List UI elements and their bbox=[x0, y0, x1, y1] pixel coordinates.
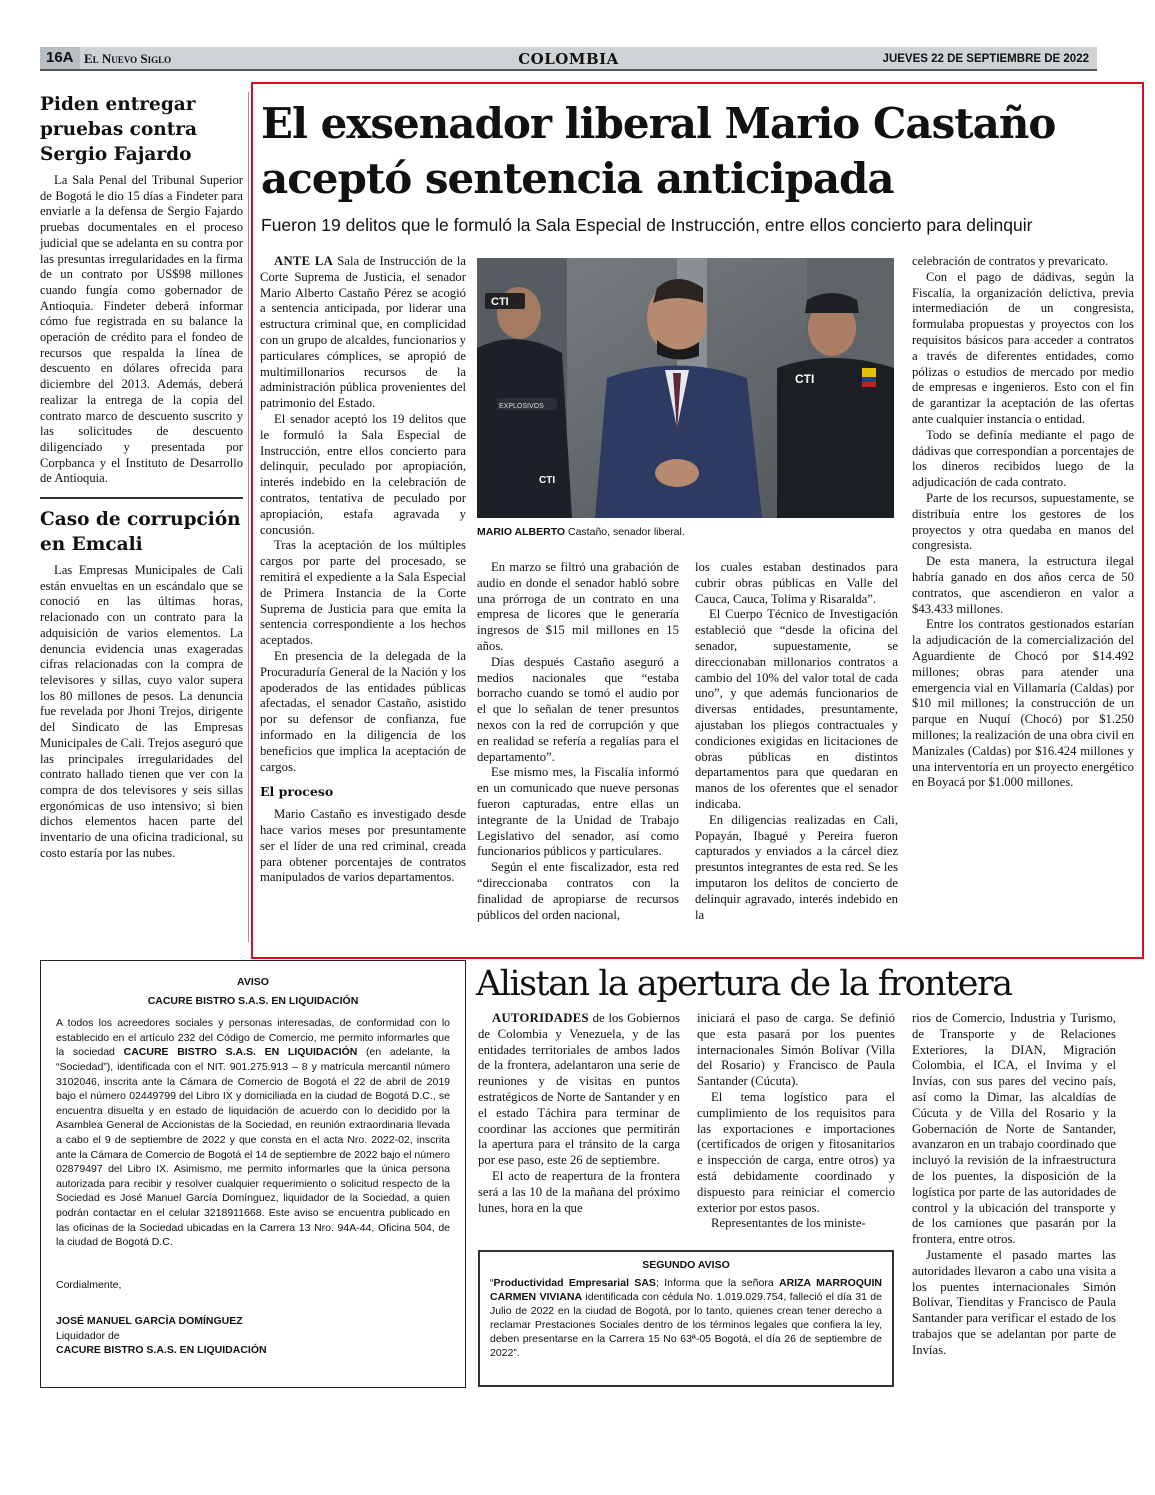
paragraph: los cuales estaban destinados para cubrir obras públicas en Valle del Cauca, Cauca, Tolima y Risaralda”. bbox=[695, 560, 898, 606]
notice-text: identificada con cédula No. 1.019.029.754, falleció el día 31 de Julio de 2022 en la ciudad de Bogotá, por lo tanto, quienes crean tener derecho a reclamar Prestaciones Sociales dentro de los términos legales que confiera la ley, deben presentarse en la Carrera 15 No 63ª-05 Bogotá, el día 26 de septiembre de 2022”. bbox=[490, 1291, 882, 1359]
story-body-emcali: Las Empresas Municipales de Cali están envueltas en un escándalo que se conoció en las últimas horas, relacionado con un contrato para la adquisición de varios elementos. La denuncia evidencia unas exageradas cifras relacionadas con la compra de televisores y sillas, cuyo valor supera los 80 millones de pesos. La denuncia fue revelada por Jhoni Trejos, dirigente del Sindicato de las Empresas Municipales de Cali. Trejos aseguró que las principales irregularidades del contrato hallado tienen que ver con la compra de dos televisores y seis sillas ergonómicas de uso intensivo; si bien dichos elementos hacen parte del inventario de una oficina tradicional, su costo estaría por las nubes. bbox=[40, 563, 243, 860]
notice-title: SEGUNDO AVISO bbox=[642, 1259, 730, 1271]
story-body-fajardo: La Sala Penal del Tribunal Superior de Bogotá le dio 15 días a Findeter para enviarle a la defensa de Sergio Fajardo pruebas documentales en el proceso judicial que se adelanta en su contra por las presuntas irregularidades en la firma de un contrato por US$98 millones cuando fungía como gobernador de Antioquia. Findeter deberá informar cómo fue registrada en su balance la operación de crédito para el fondeo de recursos que respalda la línea de descuento en dólares ofrecida para diciembre del 2013. Además, deberá realizar la entrega de la copia del contrato marco de descuento suscrito y las solicitudes de descuento diligenciado y presentada por Corpbanca y el Instituto de Desarrollo de Antioquia. bbox=[40, 173, 243, 486]
legal-notice-segundo-aviso bbox=[478, 1250, 894, 1387]
notice-closing: Cordialmente, bbox=[56, 1278, 122, 1291]
frontera-column-3 bbox=[912, 1011, 1116, 1359]
main-story-frame bbox=[251, 82, 1144, 959]
lead-in: ANTE LA bbox=[274, 254, 334, 268]
paragraph: Justamente el pasado martes las autoridades llevaron a cabo una visita a los puentes internacionales Simón Bolívar, Tienditas y Francisco de Paula Santander para verificar el estado de los trabajos que se adelantan por parte de Invías. bbox=[912, 1247, 1116, 1357]
paragraph: iniciará el paso de carga. Se definió que esta pasará por los puentes internacionales Simón Bolívar (Villa del Rosario) y Francisco de Paula Santander (Cúcuta). bbox=[697, 1011, 895, 1089]
photo-castano-arrest bbox=[477, 258, 894, 518]
notice-text: (en adelante, la “Sociedad”), identificada con el NIT. 901.275.913 – 8 y matrícula mercantil número 3102046, inscrita ante la Cámara de Comercio de Bogotá el 22 de abril de 2019 bajo el número 02449799 del Libro IX y domiciliada en la ciudad de Bogotá D.C., se encuentra disuelta y en estado de liquidación de acuerdo con lo decidido por la Asamblea General de Accionistas de la Sociedad, en reunión extraordinaria llevada a cabo el 9 de septiembre de 2022 y que consta en el acta Nro. 2022-02, inscrita ante la Cámara de Comercio de Bogotá el 14 de septiembre de 2022 bajo el número 02879497 del Libro IX. Asimismo, me permito informarles que la única persona autorizada para recibir y resolver cualquier requerimiento o solicitud respecto de la Sociedad es José Manuel García Domínguez, liquidador de la Sociedad, a quien podrán contactar en el celular 3218911668. Este aviso se encuentra publicado en las oficinas de la Sociedad ubicadas en la Carrera 13 Nro. 94A-44, Oficina 504, de la ciudad de Bogotá D.C. bbox=[56, 1046, 450, 1249]
story-title-fajardo: Piden entregar pruebas contra Sergio Fajardo bbox=[40, 94, 198, 165]
paragraph: celebración de contratos y prevaricato. bbox=[912, 254, 1109, 268]
photo-patch-text: CTI bbox=[539, 475, 556, 486]
paragraph: Mario Castaño es investigado desde hace varios meses por presuntamente ser el líder de una red criminal, creada para obtener porcentajes de contratos manipulados de varios departamentos. bbox=[260, 807, 466, 885]
main-column-1 bbox=[260, 254, 466, 886]
notice-title: AVISO bbox=[237, 976, 269, 988]
newspaper-name: El Nuevo Siglo bbox=[84, 51, 172, 66]
section-name: COLOMBIA bbox=[518, 50, 619, 68]
paragraph: de los Gobiernos de Colombia y Venezuela, y de las entidades territoriales de ambos lados de la frontera, adelantaron una serie de reuniones y de visitas en puntos estratégicos de Norte de Santander y en el estado Táchira para terminar de coordinar las acciones que permitirán la apertura para el tránsito de la carga por ese paso, este 26 de septiembre. bbox=[478, 1011, 680, 1168]
notice-body bbox=[56, 1016, 450, 1250]
legal-notice-cacure bbox=[40, 960, 466, 1388]
notice-role: Liquidador de bbox=[56, 1329, 120, 1342]
column-divider bbox=[248, 92, 249, 942]
paragraph: En marzo se filtró una grabación de audio en donde el senador habló sobre una prórroga de un contrato en una empresa de licores que le generaría ingresos de $15 mil millones en 15 años. bbox=[477, 560, 679, 653]
notice-company: Productividad Empresarial SAS bbox=[493, 1277, 656, 1289]
notice-text: ; Informa que la señora bbox=[655, 1277, 780, 1289]
paragraph: El Cuerpo Técnico de Investigación estableció que “desde la oficina del senador, supuestamente, se direccionaban millonarios contratos a cambio del 10% del valor total de cada uno”, y que además funcionarios de diversas entidades, presuntamente, ajustaban los pliegos contractuales y condiciones exigidas en licitaciones de obras públicas en distintos departamentos para que quedaran en manos de los oferentes que el senador indicaba. bbox=[695, 607, 898, 811]
photo-caption bbox=[477, 525, 894, 539]
notice-person: ARIZA MARROQUIN CARMEN VIVIANA bbox=[490, 1277, 882, 1303]
paragraph: Representantes de los ministe- bbox=[711, 1216, 866, 1231]
page-header bbox=[40, 47, 1097, 71]
paragraph: Con el pago de dádivas, según la Fiscalía, la organización delictiva, previa intermediación de un congresista, formulaba propuestas y proyectos con los requisitos básicos para acceder a contratos a través de diferentes entidades, como pólizas o estudios de mercado por medio de empresas e ingenieros. Esto con el fin de garantizar la aceptación de las ofertas ante cualquier instancia o entidad. bbox=[912, 269, 1134, 426]
paragraph: Ese mismo mes, la Fiscalía informó en un comunicado que nueve personas fueron capturadas, entre ellas un integrante de la Unidad de Trabajo Legislativo del senador, así como funcionarios públicos y particulares. bbox=[477, 765, 679, 859]
caption-text: Castaño, senador liberal. bbox=[565, 526, 685, 538]
main-column-2 bbox=[477, 560, 679, 923]
photo-patch-text: EXPLOSIVOS bbox=[499, 403, 544, 410]
main-column-4 bbox=[912, 254, 1134, 791]
notice-text: A todos los acreedores sociales y personas interesadas, de conformidad con lo establecido en el artículo 232 del Código de Comercio, me permito informarles que la sociedad bbox=[56, 1017, 450, 1059]
notice-text: “ bbox=[490, 1277, 494, 1289]
paragraph: Parte de los recursos, supuestamente, se distribuía entre los gestores de los proyectos y otra quedaba en manos del congresista. bbox=[912, 490, 1134, 553]
main-column-3 bbox=[695, 560, 898, 923]
main-headline: El exsenador liberal Mario Castaño aceptó sentencia anticipada bbox=[261, 99, 1056, 203]
divider bbox=[40, 497, 243, 499]
frontera-column-1 bbox=[478, 1011, 680, 1216]
paragraph: Días después Castaño aseguró a medios nacionales que “estaba borracho cuando se tomó el audio por el que lo señalan de tener presuntos nexos con la red de corrupción y que en realidad se refería a regalías para el departamento”. bbox=[477, 654, 679, 764]
paragraph: El senador aceptó los 19 delitos que le formuló la Sala Especial de Instrucción, entre ellos concierto para delinquir, peculado por apropiación, interés indebido en la celebración de contratos, tentativa de peculado por apropiación, estafa agravada y concusión. bbox=[260, 411, 466, 537]
issue-date: JUEVES 22 DE SEPTIEMBRE DE 2022 bbox=[882, 53, 1089, 65]
notice-company: CACURE BISTRO S.A.S. EN LIQUIDACIÓN bbox=[123, 1046, 358, 1059]
story-title-emcali: Caso de corrupción en Emcali bbox=[40, 509, 241, 556]
paragraph: rios de Comercio, Industria y Turismo, de Transporte y de Relaciones Exteriores, la DIAN, Migración Colombia, el ICA, el Invima y el Invías, con sus pares del vecino país, así como la Dimar, las alcaldías de Cúcuta y de Villa del Rosario y la Gobernación de Norte de Santander, avanzaron en un trabajo coordinado que incluyó la revisión de la infraestructura de los puentes, la disposición de la logística por parte de las autoridades de control y la ubicación del transporte y de los camiones que pasarán por la frontera, entre otros. bbox=[912, 1011, 1116, 1247]
main-subtitle: Fueron 19 delitos que le formuló la Sala Especial de Instrucción, entre ellos concierto para delinquir bbox=[261, 215, 1033, 235]
paragraph: Según el ente fiscalizador, esta red “direccionaba contratos con la finalidad de apropiarse de recursos públicos del orden nacional, bbox=[477, 860, 679, 922]
notice-signer: JOSÉ MANUEL GARCÍA DOMÍNGUEZ bbox=[56, 1315, 243, 1328]
paragraph: De esta manera, la estructura ilegal habría ganado en dos años cerca de 50 contratos, que ascendieron en valor a $43.433 millones. bbox=[912, 554, 1134, 616]
paragraph: Sala de Instrucción de la Corte Suprema de Justicia, el senador Mario Alberto Castaño Pérez se acogió a sentencia anticipada, por liderar una estructura criminal que, en complicidad con un grupo de alcaldes, funcionarios y particulares cómplices, se apropió de multimillonarios recursos de la administración pública provenientes del patrimonio del Estado. bbox=[260, 254, 466, 411]
paragraph: En presencia de la delegada de la Procuraduría General de la Nación y los apoderados de las entidades públicas afectadas, el senador Castaño, asistido por su defensor de confianza, fue informado en la diligencia de los beneficios que implica la aceptación de cargos. bbox=[260, 648, 466, 774]
notice-body bbox=[490, 1276, 882, 1360]
paragraph: El acto de reapertura de la frontera será a las 10 de la mañana del próximo lunes, hora en la que bbox=[478, 1168, 680, 1215]
paragraph: El tema logístico para el cumplimiento de los requisitos para las exportaciones e importaciones (certificados de origen y fitosanitarios e inspección de carga, entre otros) ya está debidamente coordinado y dispuesto para reiniciar el comercio exterior por estos pasos. bbox=[697, 1089, 895, 1215]
page-number: 16A bbox=[40, 47, 80, 69]
notice-company-sign: CACURE BISTRO S.A.S. EN LIQUIDACIÓN bbox=[56, 1344, 267, 1357]
caption-bold: MARIO ALBERTO bbox=[477, 526, 566, 538]
paragraph: En diligencias realizadas en Cali, Popayán, Ibagué y Pereira fueron capturados y enviados a la cárcel diez presuntos integrantes de esta red. Se les imputaron los delitos de concierto de delinquir agravado, interés indebido en la bbox=[695, 812, 898, 922]
left-column bbox=[40, 92, 243, 861]
frontera-headline: Alistan la apertura de la frontera bbox=[476, 964, 1012, 1004]
photo-illustration bbox=[477, 258, 894, 518]
photo-patch-text: CTI bbox=[795, 372, 815, 386]
lead-in: AUTORIDADES bbox=[492, 1011, 589, 1025]
paragraph: Todo se definía mediante el pago de dádivas que correspondían a porcentajes de los dineros recibidos luego de la adjudicación de cada contrato. bbox=[912, 427, 1134, 490]
paragraph: Entre los contratos gestionados estarían la adjudicación de la comercialización del Aguardiente de Chocó por $14.492 millones; obras para atender una emergencia vial en Villamaría (Caldas) por $10 mil millones; la construcción de un parque en Nuquí (Chocó) por $1.250 millones; la realización de una obra civil en Manizales (Caldas) por $16.424 millones y una interventoría en un proyecto energético en Boyacá por $1.000 millones. bbox=[912, 617, 1134, 790]
frontera-column-2 bbox=[697, 1011, 895, 1232]
photo-patch-text: CTI bbox=[491, 296, 509, 308]
subheading: El proceso bbox=[260, 784, 334, 800]
paragraph: Tras la aceptación de los múltiples cargos por parte del procesado, se remitirá el expediente a la Sala Especial de Primera Instancia de la Corte Suprema de Justicia para que emita la sentencia correspondiente a los hechos aceptados. bbox=[260, 538, 466, 648]
notice-subtitle: CACURE BISTRO S.A.S. EN LIQUIDACIÓN bbox=[147, 994, 359, 1007]
